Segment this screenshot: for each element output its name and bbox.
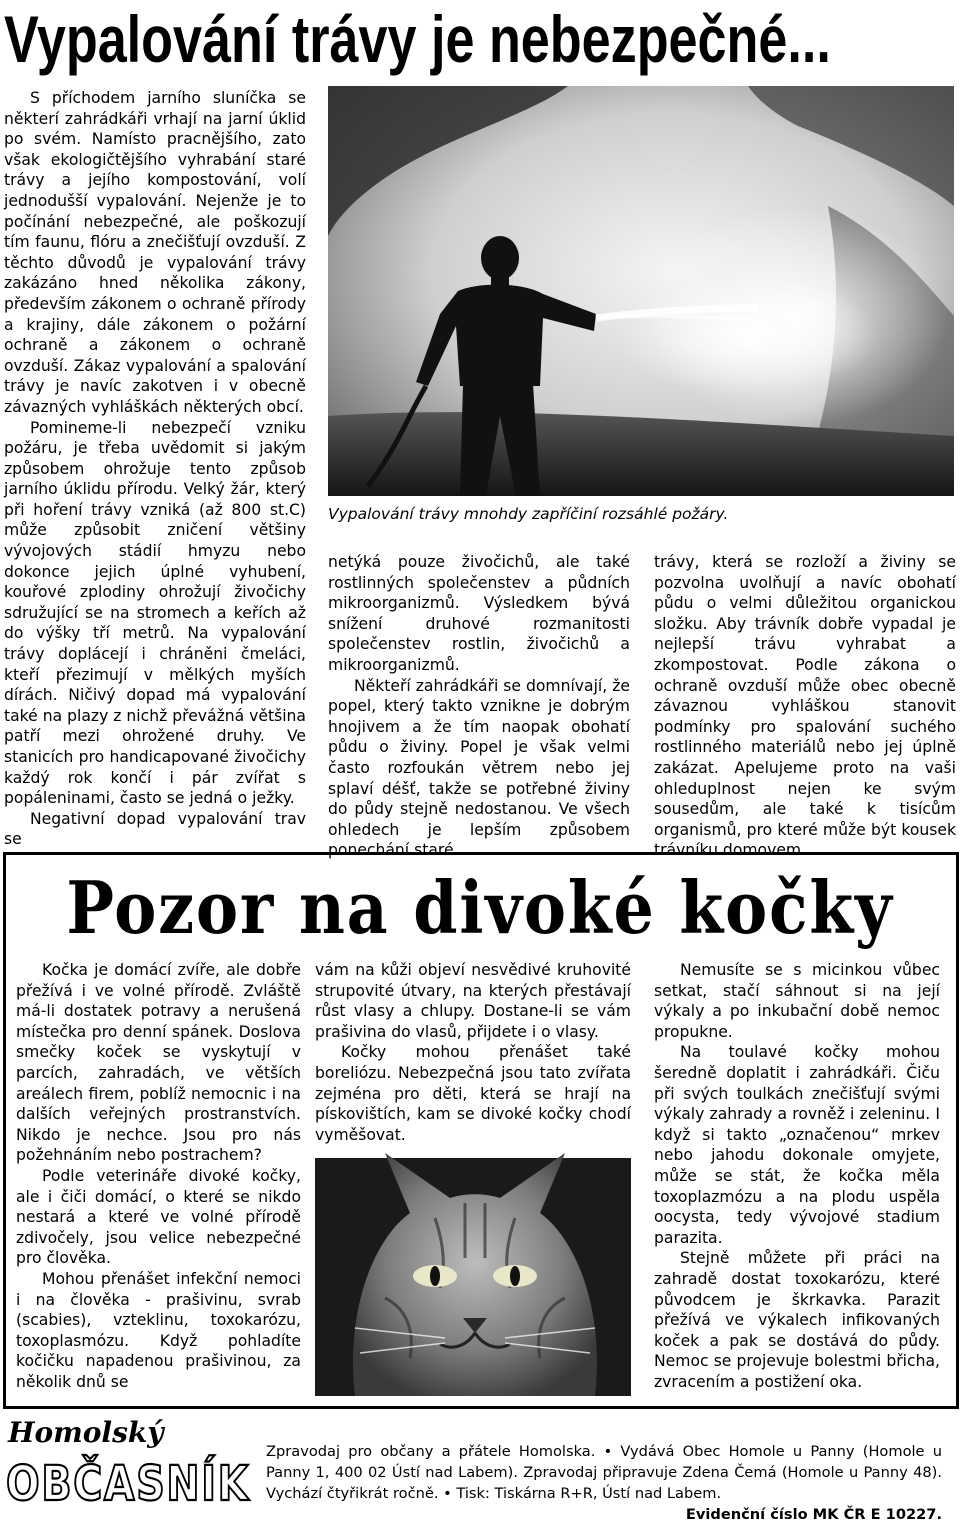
article2-column-1: [16, 960, 301, 1392]
paragraph: Nemusíte se s micinkou vůbec setkat, stačí sáhnout si na její výkaly a po inkubační době nemoc propukne.: [654, 961, 940, 1041]
footer-text: Zpravodaj pro občany a přátele Homolska. • Vydává Obec Homole u Panny (Homole u Panny 1, 400 02 Ústí nad Labem). Zpravodaj připravuje Zdena Čemá (Homole u Panny 48). Vychází čtyřikrát ročně. • Tisk: Tiskárna R+R, Ústí nad Labem.: [266, 1443, 942, 1502]
paragraph: Na toulavé kočky mohou šeredně doplatit i zahrádkáři. Čiču při svých toulkách znečišťují svými výkaly zahrady a rovněž i zeleninu. I když si takto „označenou“ mrkev nebo jahodu dokonale omyjete, může se stát, že kočka měla toxoplazmózu a na plodu uspěla oocysta, tedy vývojové stadium parazita.: [654, 1043, 940, 1247]
paragraph: Kočky mohou přenášet také boreliózu. Nebezpečná jsou tato zvířata zejména pro děti, která se hrají na pískovištích, kam se divoké kočky chodí vyměšovat.: [315, 1043, 631, 1144]
firefighter-photo: [328, 86, 954, 496]
paragraph: Negativní dopad vypalování trav se: [4, 809, 306, 849]
paragraph: trávy, která se rozloží a živiny se pozvolna uvolňují a navíc obohatí půdu o velmi důležitou organickou složku. Aby trávník dobře vypadal je nejlepší trávu vyhrabat a zkompostovat. Podle zákona o ochraně ovzduší může obec obecně závaznou vyhláškou stanovit podmínky pro spalování suchého rostlinného materiálů nebo jej úplně zakázat. Apelujeme proto na vaši ohleduplnost nejen ke svým sousedům, ale také k tisícům organismů, pro které může být kousek trávníku domovem.: [654, 553, 956, 860]
article1-column-3: [654, 552, 956, 861]
article1-column-2: [328, 552, 630, 861]
paragraph: Pomineme-li nebezpečí vzniku požáru, je třeba uvědomit si jakým způsobem ohrožuje tento způsob jarního úklidu přírodu. Velký žár, který při hoření trávy vzniká (až 800 st.C) může způsobit zničení většiny vývojových stádií hmyzu nebo dokonce jejich úplné vyhubení, kouřové zplodiny ohrožují živočichy sdružující se na stromech a keřích až do výšky tří metrů. Na vypalování trávy doplácejí i chráněni čmeláci, kteří přezimují v mělkých myších dírách. Ničivý dopad má vypalování také na plazy z nichž převážná většina patří mezi ohrožené druhy. Ve stanicích pro handicapované živočichy každý rok končí i pár zvířat s popáleninami, často se jedná o ježky.: [4, 418, 306, 808]
article1-column-1: [4, 88, 306, 850]
logo-bottom-word: OBČASNÍK: [6, 1456, 302, 1512]
paragraph: Někteří zahrádkáři se domnívají, že popel, který takto vznikne je dobrým hnojivem a že tím naopak obohatí půdu o živiny. Popel je však velmi často rozfoukán větrem nebo jej splaví déšť, takže se potřebné živiny do půdy stejně nedostanou. Ve všech ohledech je lepším způsobem ponechání staré: [328, 676, 630, 860]
photo-caption: Vypalování trávy mnohdy zapříčiní rozsáhlé požáry.: [328, 505, 729, 523]
paragraph: Stejně můžete při práci na zahradě dostat toxokarózu, které původcem je škrkavka. Parazit přežívá ve výkalech infikovaných koček a pak se dostává do půdy. Nemoc se projevuje bolestmi břicha, zvracením a postižení oka.: [654, 1249, 940, 1391]
logo-top-word: Homolský: [8, 1416, 164, 1449]
article2-column-3: [654, 960, 940, 1392]
paragraph: vám na kůži objeví nesvědivé kruhovité strupovité útvary, na kterých přestávají růst vlasy a chlupy. Dostane-li se vám prašivina do vlasů, přijdete i o vlasy.: [315, 961, 631, 1041]
article1-headline: Vypalování trávy je nebezpečné...: [4, 2, 831, 76]
article2-column-2: [315, 960, 631, 1145]
paragraph: Kočka je domácí zvíře, ale dobře přežívá i ve volné přírodě. Zvláště má-li dostatek potravy a nerušená místečka pro denní spánek. Doslova smečky koček se vyskytují v parcích, zahradách, ve větších areálech firem, poblíž nemocnic i na dalších veřejných prostranstvích. Nikdo je nechce. Jsou pro nás požehnáním nebo postrachem?: [16, 961, 301, 1165]
paragraph: Podle veterináře divoké kočky, ale i čiči domácí, o které se nikdo nestará a které ve volné přírodě zdivočely, jsou velice nebezpečné pro člověka.: [16, 1166, 301, 1268]
footer-imprint: [266, 1441, 942, 1525]
article2-headline: Pozor na divoké kočky: [66, 865, 894, 950]
registration-number: Evidenční číslo MK ČR E 10227.: [685, 1506, 942, 1523]
newsletter-logo: [4, 1412, 302, 1512]
paragraph: Mohou přenášet infekční nemoci i na člověka - prašivinu, svrab (scabies), vzteklinu, toxokarózu, toxoplasmózu. Když pohladíte kočičku napadenou prašivinou, za několik dnů se: [16, 1269, 301, 1391]
paragraph: S příchodem jarního sluníčka se některí zahrádkáři vrhají na jarní úklid po svém. Namísto pracnějšího, zato však ekologičtějšího vyhrabání staré trávy a jejího kompostování, volí jednodušší vypalování. Nejenže je to počínání nebezpečné, ale poškozují tím faunu, flóru a znečišťují ovzduší. Z těchto důvodů je vypalování trávy zakázáno hned několika zákony, především zákonem o ochraně přírody a krajiny, dále zákonem o požární ochraně a zákonem o ochraně ovzduší. Zákaz vypalování a spalování trávy je navíc zakotven i v obecně závazných vyhláškách některých obcí.: [4, 89, 306, 416]
wild-cat-photo: [315, 1158, 631, 1396]
paragraph: netýká pouze živočichů, ale také rostlinných společenstev a půdních mikroorganizmů. Výsledkem bývá snížení druhové rozmanitosti společenstev rostlin, živočichů a mikroorganizmů.: [328, 553, 630, 674]
